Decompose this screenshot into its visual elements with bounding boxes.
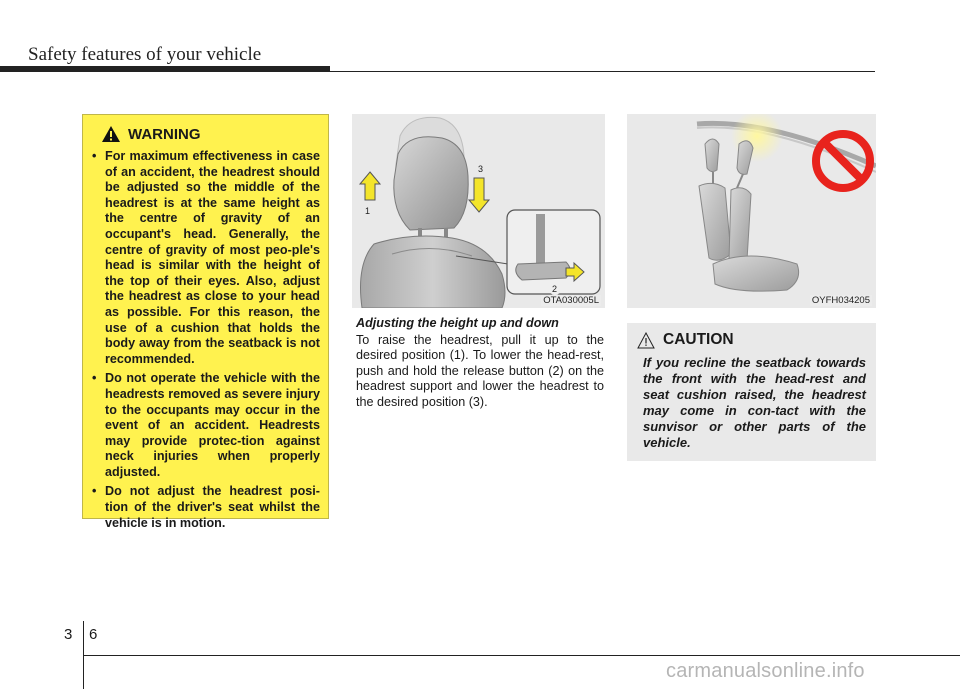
arrow-down-icon [469, 178, 489, 212]
label-3: 3 [478, 164, 484, 174]
caution-title: CAUTION [663, 331, 734, 348]
warning-header [101, 125, 320, 143]
section-body: To raise the headrest, pull it up to the desired position (1). To lower the head-rest, push and hold the release button (2) on the headrest support and lower the headrest to the desired position (3). [356, 333, 604, 409]
warning-list [91, 149, 320, 531]
footer-horizontal-rule [83, 655, 960, 656]
caution-triangle-icon [637, 332, 655, 349]
page-header-title: Safety features of your vehicle [28, 44, 262, 65]
headrest-adjustment-figure [352, 114, 605, 308]
warning-triangle-icon [101, 125, 121, 143]
warning-box [82, 114, 329, 530]
watermark: carmanualsonline.info [666, 660, 865, 682]
warning-title: WARNING [128, 125, 201, 143]
label-2: 2 [552, 284, 558, 294]
header-rule [0, 66, 875, 72]
warning-item: • For maximum effectiveness in case of an accident, the headrest should be adjusted so the middle of the headrest is at the same height as the centre of gravity of an occupant's head. Generally, the centre of gravity of most peo-ple's head is similar with the height of the top of their eyes. Also, adjust the headrest as close to your head as possible. For this reason, the use of a cushion that holds the body away from the seatback is not recommended. [91, 149, 320, 367]
page-number: 6 [89, 626, 98, 643]
headrest-illustration [352, 114, 605, 308]
warning-item: • Do not adjust the headrest posi-tion of the driver's seat whilst the vehicle is in motion. [91, 484, 320, 531]
warning-item: • Do not operate the vehicle with the headrests removed as severe injury to the occupants may occur in the event of an accident. Headrests may provide protec-tion against neck injuries when properly adjusted. [91, 371, 320, 480]
figure-code: OTA030005L [543, 295, 599, 306]
caution-text: If you recline the seatback towards the front with the head-rest and seat cushion raised, the headrest may come in con-tact with the sunvisor or other parts of the vehicle. [643, 355, 866, 450]
recline-illustration [627, 114, 876, 308]
figure-code: OYFH034205 [811, 295, 870, 306]
caution-box [627, 323, 876, 461]
chapter-number: 3 [64, 626, 73, 643]
label-1: 1 [365, 206, 371, 216]
caution-header [637, 331, 866, 349]
release-button-inset [507, 210, 600, 295]
arrow-up-icon [360, 172, 380, 200]
recline-prohibited-figure [627, 114, 876, 308]
section-subtitle: Adjusting the height up and down [356, 316, 559, 330]
